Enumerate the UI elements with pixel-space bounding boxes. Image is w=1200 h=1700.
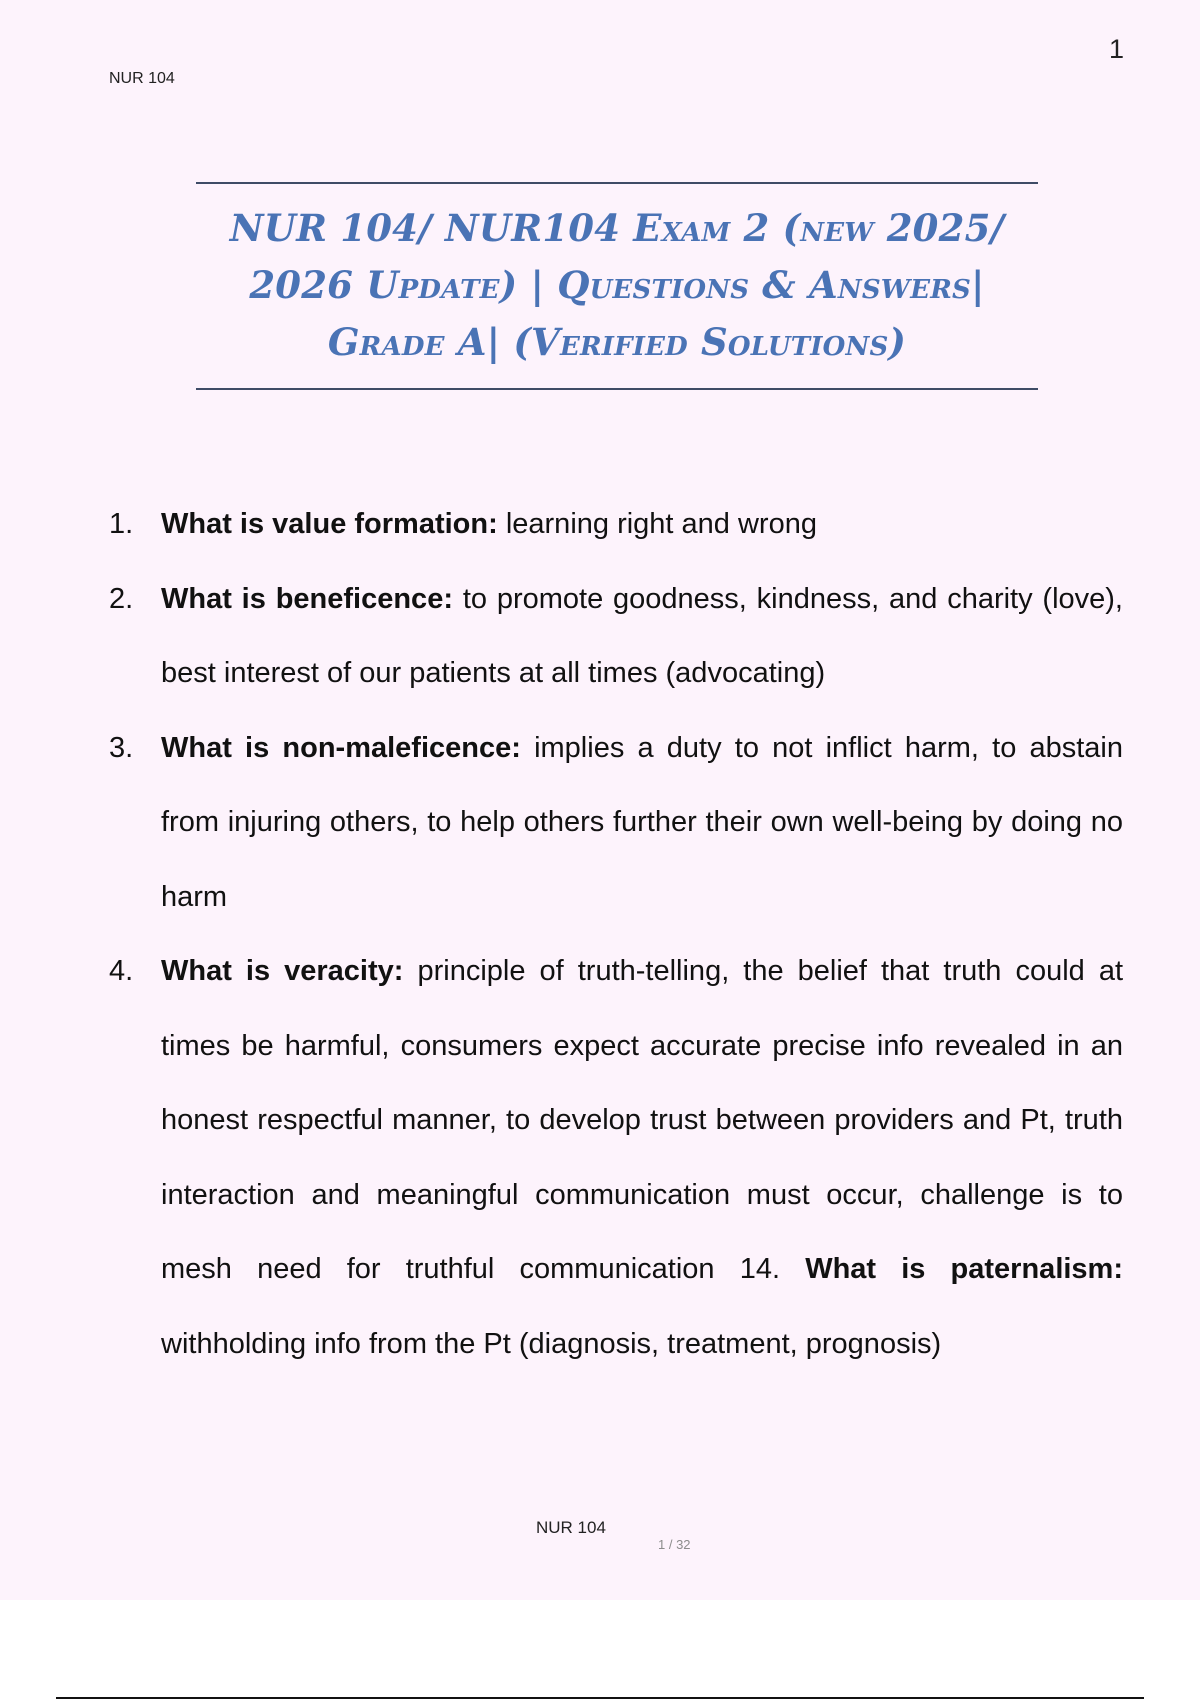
item-number: 3. bbox=[109, 731, 134, 764]
item-answer: implies a duty to not inflict harm, to abstain from injuring others, to help others further their own well-being by doing no harm bbox=[161, 731, 1124, 913]
inline-item-number: 14. bbox=[739, 1253, 781, 1285]
item-number: 2. bbox=[109, 582, 134, 615]
title-top-rule bbox=[196, 182, 1038, 184]
list-item bbox=[109, 711, 1123, 935]
list-item bbox=[109, 562, 1123, 711]
footer-pager: 1 / 32 bbox=[658, 1537, 691, 1552]
item-number: 1. bbox=[109, 508, 134, 540]
page-number: 1 bbox=[1108, 34, 1124, 64]
footer-course-code: NUR 104 bbox=[536, 1518, 606, 1537]
item-question: What is beneficence: bbox=[161, 582, 453, 615]
bottom-divider bbox=[56, 1697, 1144, 1699]
list-item bbox=[109, 934, 1123, 1381]
item-number: 4. bbox=[109, 955, 134, 987]
item-question: What is value formation: bbox=[161, 508, 498, 540]
header-course-code: NUR 104 bbox=[109, 70, 175, 87]
inline-item-question: What is paternalism: bbox=[805, 1253, 1124, 1285]
question-answer-list bbox=[109, 487, 1123, 1381]
item-question: What is non-maleficence: bbox=[161, 731, 521, 764]
item-answer: to promote goodness, kindness, and charity (love), best interest of our patients at all times (advocating) bbox=[161, 582, 1123, 689]
item-answer: learning right and wrong bbox=[505, 508, 817, 540]
title-line: 2026 Update) | Questions & Answers| bbox=[249, 263, 985, 307]
inline-item-answer: withholding info from the Pt (diagnosis, treatment, prognosis) bbox=[161, 1327, 942, 1360]
title-line: Grade A| (Verified Solutions) bbox=[327, 320, 907, 364]
item-answer: principle of truth-telling, the belief that truth could at times be harmful, consumers expect accurate precise info revealed in an honest respectful manner, to develop trust between providers and Pt, truth interaction and meaningful communication must occur, challenge is to mesh need for truthful communication bbox=[161, 955, 1124, 1285]
item-question: What is veracity: bbox=[161, 955, 404, 987]
title-bottom-rule bbox=[196, 388, 1038, 390]
list-item bbox=[109, 487, 1123, 562]
title-line: NUR 104/ NUR104 Exam 2 (new 2025/ bbox=[229, 206, 1005, 250]
document-title bbox=[196, 200, 1038, 371]
